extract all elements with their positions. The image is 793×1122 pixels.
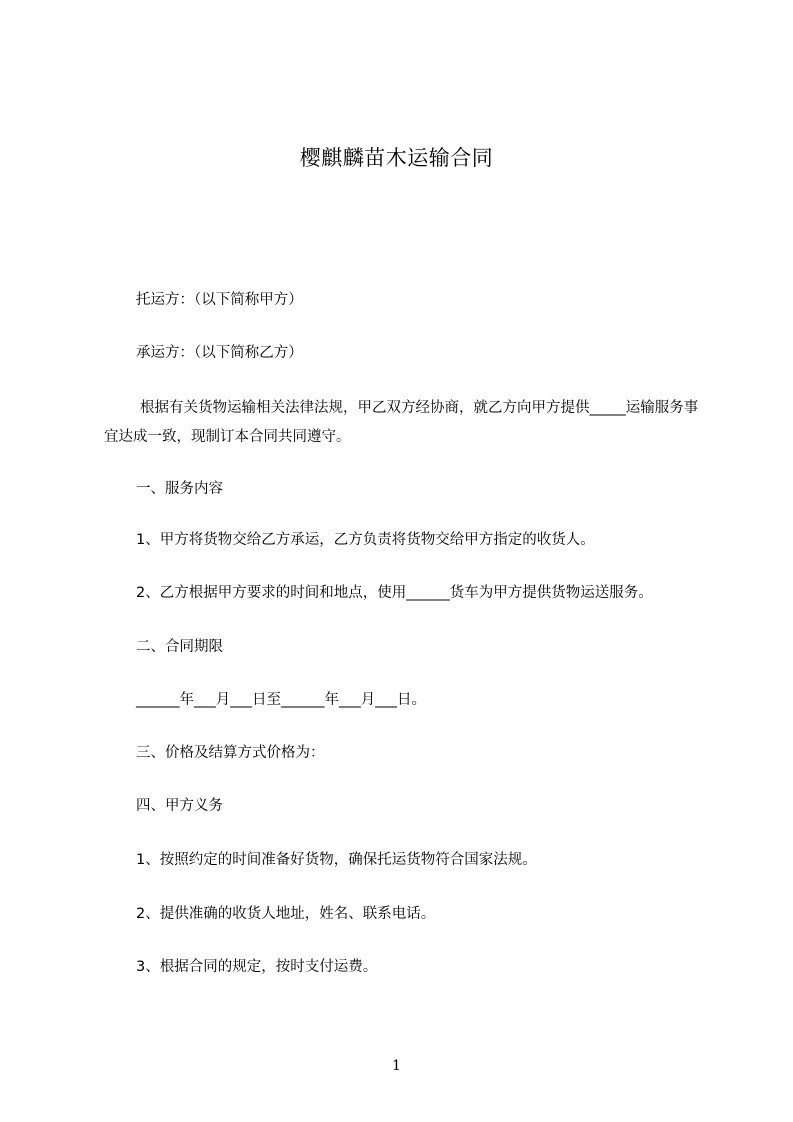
section1-heading: 一、服务内容 [136,481,223,497]
section3-heading: 三、价格及结算方式价格为： [136,745,325,761]
section4-item1: 1、按照约定的时间准备好货物，确保托运货物符合国家法规。 [136,852,537,868]
carrier-line: 承运方：（以下简称乙方） [136,345,303,361]
section1-item2: 2、乙方根据甲方要求的时间和地点，使用______货车为甲方提供货物运送服务。 [136,585,653,601]
section1-item1: 1、甲方将货物交给乙方承运，乙方负责将货物交给甲方指定的收货人。 [136,532,595,548]
shipper-line: 托运方：（以下简称甲方） [136,292,303,308]
intro-paragraph: 根据有关货物运输相关法律法规，甲乙双方经协商，就乙方向甲方提供_____运输服务事宜达成一致，现制订本合同共同遵守。 [104,400,699,445]
section4-item3: 3、根据合同的规定，按时支付运费。 [136,959,378,975]
section4-heading: 四、甲方义务 [136,798,223,814]
section2-heading: 二、合同期限 [136,639,223,655]
document-title: 樱麒麟苗木运输合同 [299,146,494,170]
section2-period: ______年___月___日至______年___月___日。 [136,692,426,708]
page-number: 1 [392,1058,401,1074]
section4-item2: 2、提供准确的收货人地址，姓名、联系电话。 [136,906,436,922]
